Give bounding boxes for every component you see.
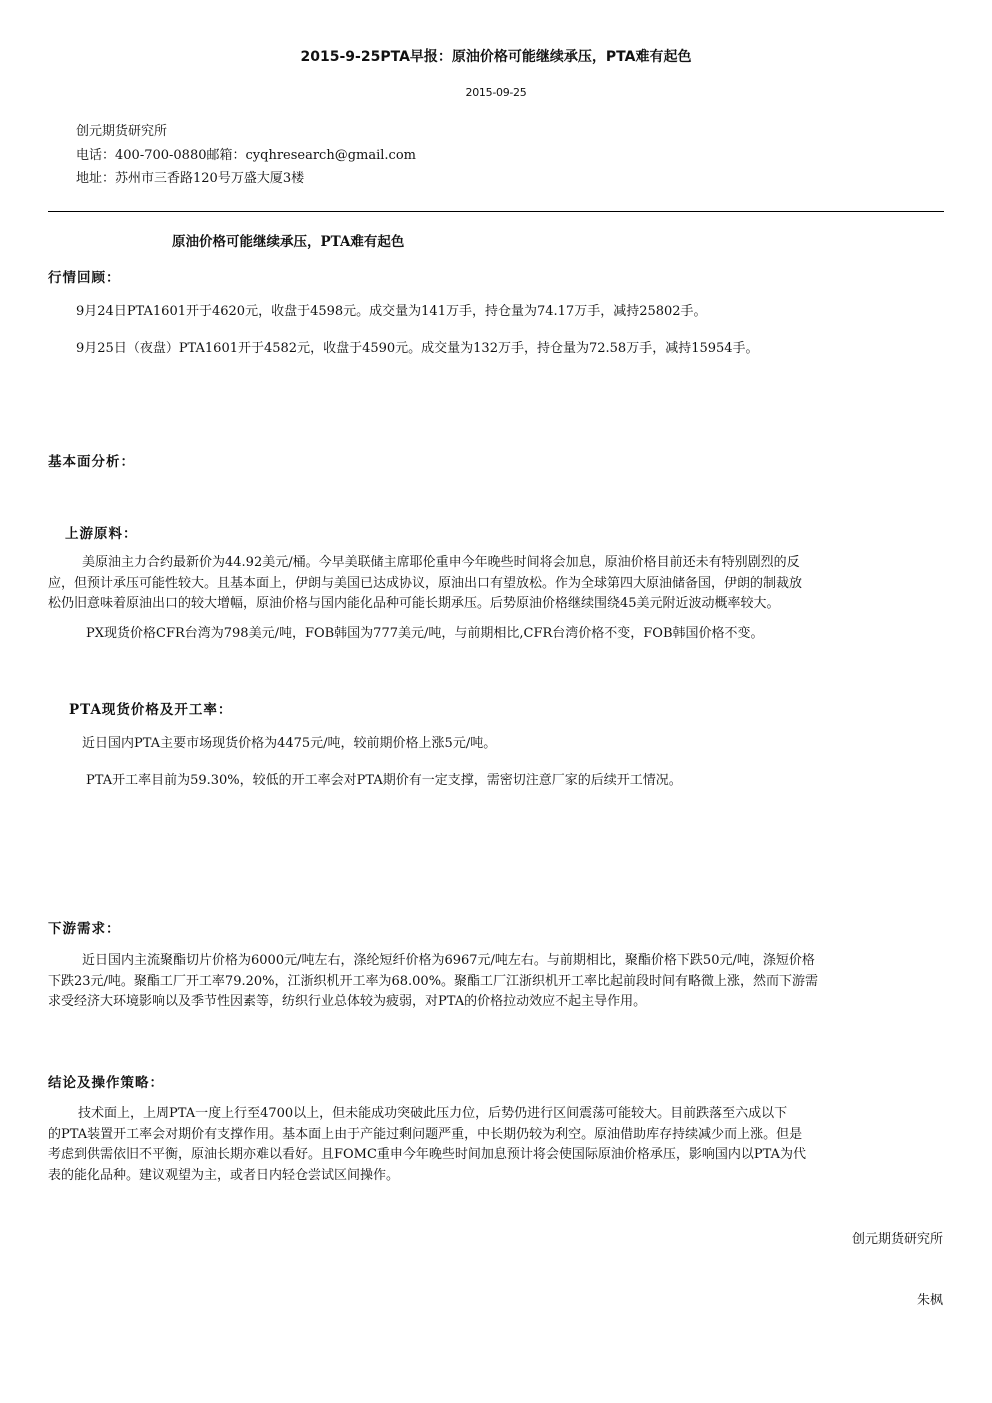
signature-author: 朱枫 <box>916 1293 943 1308</box>
px-price-line: PX现货价格CFR台湾为798美元/吨，FOB韩国为777美元/吨，与前期相比,CFR台湾价格不变，FOB韩国价格不变。 <box>86 626 764 641</box>
downstream-paragraph <box>48 951 938 1013</box>
market-review-line-2: 9月25日（夜盘）PTA1601开于4582元，收盘于4590元。成交量为132万手，持仓量为72.58万手，减持15954手。 <box>76 341 759 356</box>
document-date: 2015-09-25 <box>465 86 527 99</box>
upstream-paragraph <box>48 553 938 615</box>
contact-address: 地址：苏州市三香路120号万盛大厦3楼 <box>76 171 305 186</box>
conclusion-paragraph-line: 技术面上，上周PTA一度上行至4700以上，但未能成功突破此压力位，后势仍进行区间震荡可能较大。目前跌落至六成以下 <box>78 1106 788 1121</box>
downstream-paragraph-line: 下跌23元/吨。聚酯工厂开工率79.20%，江浙织机开工率为68.00%。聚酯工厂江浙织机开工率比起前段时间有略微上涨，然而下游需 <box>48 973 819 989</box>
conclusion-paragraph-line: 考虑到供需依旧不平衡，原油长期亦难以看好。且FOMC重申今年晚些时间加息预计将会使国际原油价格承压，影响国内以PTA为代 <box>48 1147 807 1162</box>
report-subtitle: 原油价格可能继续承压，PTA难有起色 <box>172 234 405 250</box>
contact-org: 创元期货研究所 <box>76 124 168 139</box>
downstream-paragraph-line: 近日国内主流聚酯切片价格为6000元/吨左右，涤纶短纤价格为6967元/吨左右。与前期相比，聚酯价格下跌50元/吨，涤短价格 <box>82 953 815 968</box>
conclusion-paragraph-line: 表的能化品种。建议观望为主，或者日内轻仓尝试区间操作。 <box>48 1167 400 1183</box>
upstream-heading: 上游原料： <box>65 526 138 542</box>
header-divider <box>48 211 944 212</box>
market-review-line-1: 9月24日PTA1601开于4620元，收盘于4598元。成交量为141万手，持仓量为74.17万手，减持25802手。 <box>76 304 707 319</box>
conclusion-heading: 结论及操作策略： <box>48 1075 164 1091</box>
spot-line-1: 近日国内PTA主要市场现货价格为4475元/吨，较前期价格上涨5元/吨。 <box>82 736 497 751</box>
market-review-heading: 行情回顾： <box>48 270 121 286</box>
downstream-heading: 下游需求： <box>48 921 121 937</box>
spot-heading: PTA现货价格及开工率： <box>69 702 233 718</box>
document-title: 2015-9-25PTA早报：原油价格可能继续承压，PTA难有起色 <box>300 49 692 65</box>
conclusion-paragraph-line: 的PTA装置开工率会对期价有支撑作用。基本面上由于产能过剩问题严重，中长期仍较为利空。原油借助库存持续减少而上涨。但是 <box>48 1126 803 1142</box>
conclusion-paragraph <box>48 1104 938 1186</box>
contact-phone-email: 电话：400-700-0880邮箱：cyqhresearch@gmail.com <box>76 148 416 163</box>
spot-line-2: PTA开工率目前为59.30%，较低的开工率会对PTA期价有一定支撑，需密切注意厂家的后续开工情况。 <box>86 773 682 788</box>
signature-org: 创元期货研究所 <box>851 1232 943 1247</box>
upstream-paragraph-line: 松仍旧意味着原油出口的较大增幅，原油价格与国内能化品种可能长期承压。后势原油价格继续围绕45美元附近波动概率较大。 <box>48 596 780 611</box>
upstream-paragraph-line: 美原油主力合约最新价为44.92美元/桶。今早美联储主席耶伦重申今年晚些时间将会加息，原油价格目前还未有特别剧烈的反 <box>82 555 800 570</box>
fundamentals-heading: 基本面分析： <box>48 454 135 470</box>
downstream-paragraph-line: 求受经济大环境影响以及季节性因素等，纺织行业总体较为疲弱，对PTA的价格拉动效应不起主导作用。 <box>48 994 647 1009</box>
upstream-paragraph-line: 应，但预计承压可能性较大。且基本面上，伊朗与美国已达成协议，原油出口有望放松。作为全球第四大原油储备国，伊朗的制裁放 <box>48 575 803 591</box>
